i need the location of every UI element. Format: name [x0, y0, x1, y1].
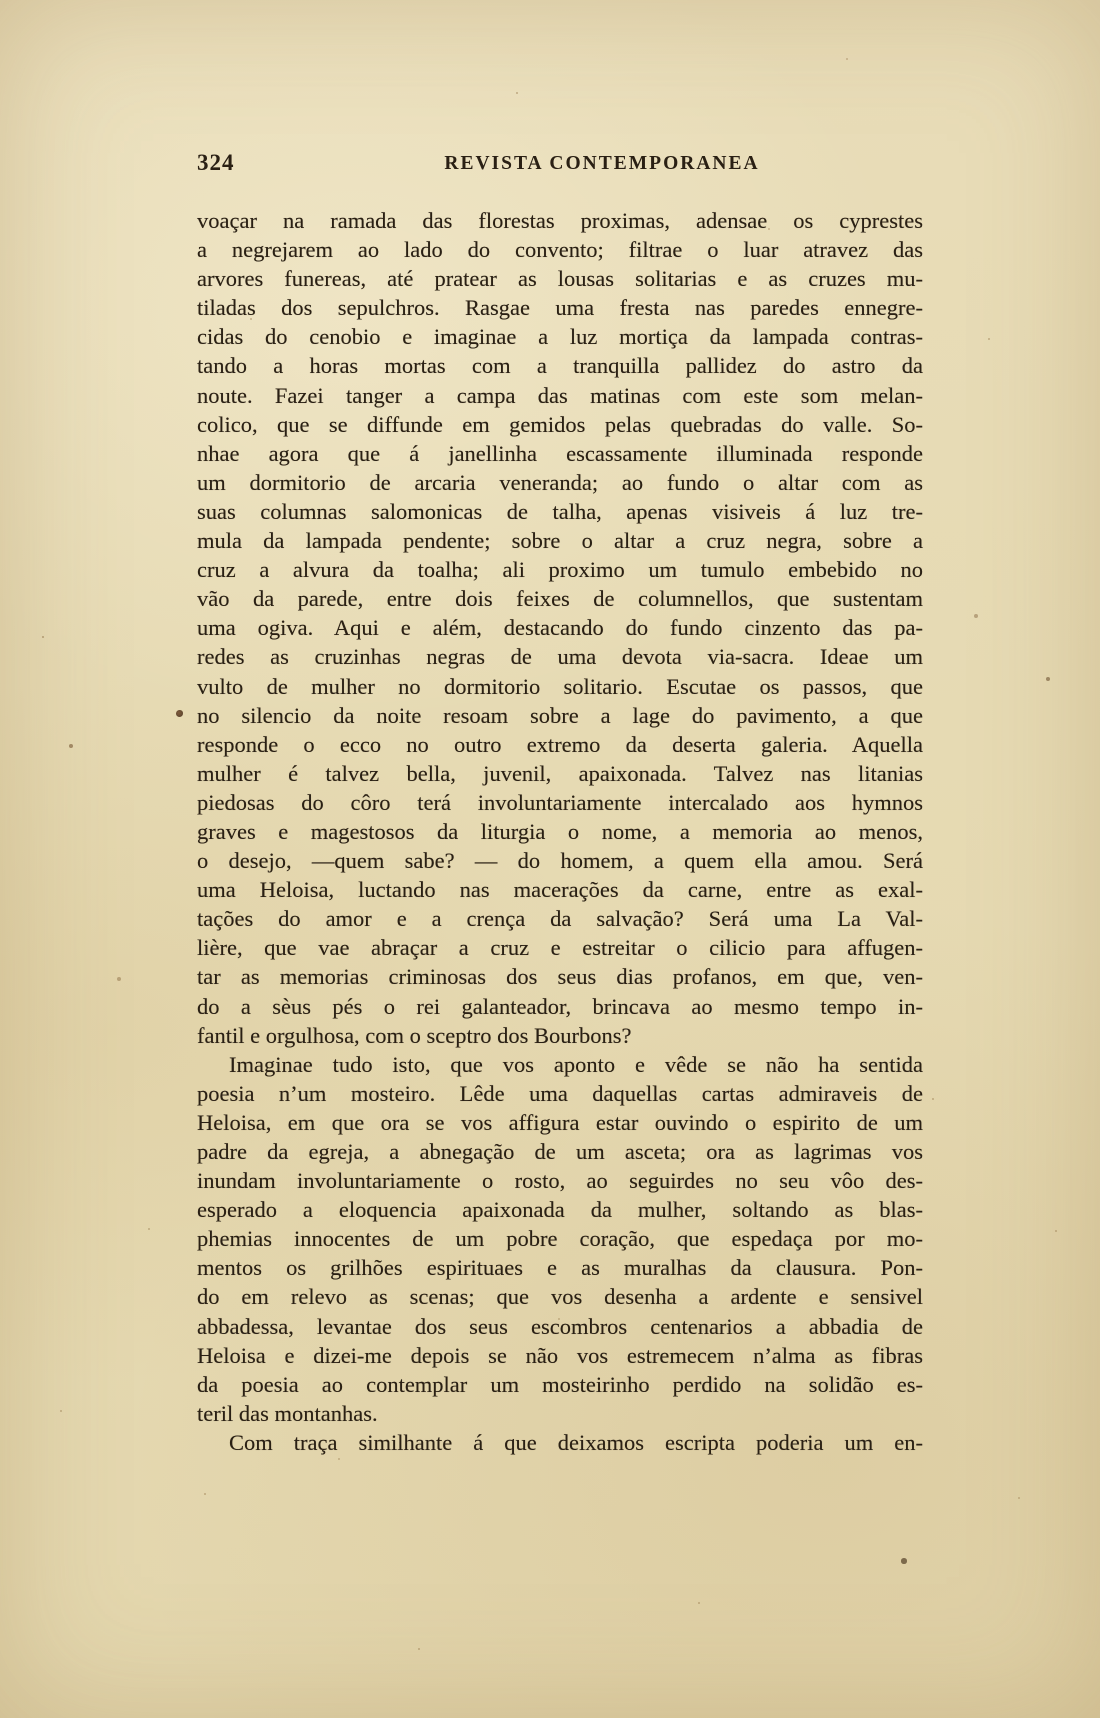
text-line: abbadessa, levantae dos seus escombros centenarios a abbadia de [197, 1313, 923, 1339]
text-line: Com traça similhante á que deixamos escripta poderia um en- [229, 1429, 923, 1455]
text-line: Imaginae tudo isto, que vos aponto e vêde se não ha sentida [229, 1051, 923, 1077]
text-line: phemias innocentes de um pobre coração, que espedaça por mo- [197, 1226, 923, 1252]
text-line: inundam involuntariamente o rosto, ao seguirdes no seu vôo des- [197, 1168, 923, 1194]
text-line: a negrejarem ao lado do convento; filtrae o luar atravez das [197, 237, 923, 263]
text-line: mentos os grilhões espirituaes e as muralhas da clausura. Pon- [197, 1255, 923, 1281]
text-line: mula da lampada pendente; sobre o altar a cruz negra, sobre a [197, 528, 923, 554]
journal-title: REVISTA CONTEMPORANEA [444, 153, 760, 174]
text-line: nhae agora que á janellinha escassamente illuminada responde [197, 440, 923, 466]
body-text [197, 206, 923, 1457]
text-line: arvores funereas, até pratear as lousas solitarias e as cruzes mu- [197, 266, 923, 292]
text-line: piedosas do côro terá involuntariamente intercalado aos hymnos [197, 789, 923, 815]
page-header [197, 150, 923, 180]
text-line: Heloisa e dizei-me depois se não vos estremecem n’alma as fibras [197, 1342, 923, 1368]
text-line: uma ogiva. Aqui e além, destacando do fundo cinzento das pa- [197, 615, 923, 641]
page-number: 324 [197, 150, 235, 175]
text-line: Heloisa, em que ora se vos affigura estar ouvindo o espirito de um [197, 1109, 923, 1135]
text-line: fantil e orgulhosa, com o sceptro dos Bourbons? [197, 1022, 632, 1048]
text-line: noute. Fazei tanger a campa das matinas com este som melan- [197, 382, 923, 408]
text-line: cruz a alvura da toalha; ali proximo um tumulo embebido no [197, 557, 923, 583]
text-line: suas columnas salomonicas de talha, apenas visiveis á luz tre- [197, 498, 923, 524]
text-line: vulto de mulher no dormitorio solitario. Escutae os passos, que [197, 673, 923, 699]
text-line: lière, que vae abraçar a cruz e estreitar o cilicio para affugen- [197, 935, 923, 961]
text-line: tiladas dos sepulchros. Rasgae uma fresta nas paredes ennegre- [197, 295, 923, 321]
text-line: tar as memorias criminosas dos seus dias profanos, em que, ven- [197, 964, 923, 990]
text-line: responde o ecco no outro extremo da deserta galeria. Aquella [197, 731, 923, 757]
text-line: mulher é talvez bella, juvenil, apaixonada. Talvez nas litanias [197, 760, 923, 786]
text-line: colico, que se diffunde em gemidos pelas quebradas do valle. So- [197, 411, 923, 437]
text-line: poesia n’um mosteiro. Lêde uma daquellas cartas admiraveis de [197, 1080, 923, 1106]
text-line: tando a horas mortas com a tranquilla pallidez do astro da [197, 353, 923, 379]
text-line: do em relevo as scenas; que vos desenha a ardente e sensivel [197, 1284, 923, 1310]
text-line: teril das montanhas. [197, 1400, 378, 1426]
text-line: esperado a eloquencia apaixonada da mulher, soltando as blas- [197, 1197, 923, 1223]
text-line: padre da egreja, a abnegação de um asceta; ora as lagrimas vos [197, 1139, 923, 1164]
ink-blot [176, 710, 183, 717]
paper-specks [0, 0, 2, 2]
text-line: voaçar na ramada das florestas proximas, adensae os cyprestes [197, 208, 923, 233]
text-line: uma Heloisa, luctando nas macerações da carne, entre as exal- [197, 877, 923, 903]
text-line: cidas do cenobio e imaginae a luz mortiça da lampada contras- [197, 324, 923, 350]
text-line: tações do amor e a crença da salvação? Será uma La Val- [197, 906, 923, 932]
text-line: vão da parede, entre dois feixes de columnellos, que sustentam [197, 586, 923, 612]
text-line: o desejo, —quem sabe? — do homem, a quem ella amou. Será [197, 848, 923, 874]
text-line: redes as cruzinhas negras de uma devota via-sacra. Ideae um [197, 644, 923, 670]
text-line: graves e magestosos da liturgia o nome, a memoria ao menos, [197, 818, 923, 844]
text-line: um dormitorio de arcaria veneranda; ao fundo o altar com as [197, 469, 923, 495]
text-line: da poesia ao contemplar um mosteirinho perdido na solidão es- [197, 1371, 923, 1397]
text-line: do a sèus pés o rei galanteador, brincava ao mesmo tempo in- [197, 993, 923, 1019]
text-line: no silencio da noite resoam sobre a lage do pavimento, a que [197, 702, 923, 728]
